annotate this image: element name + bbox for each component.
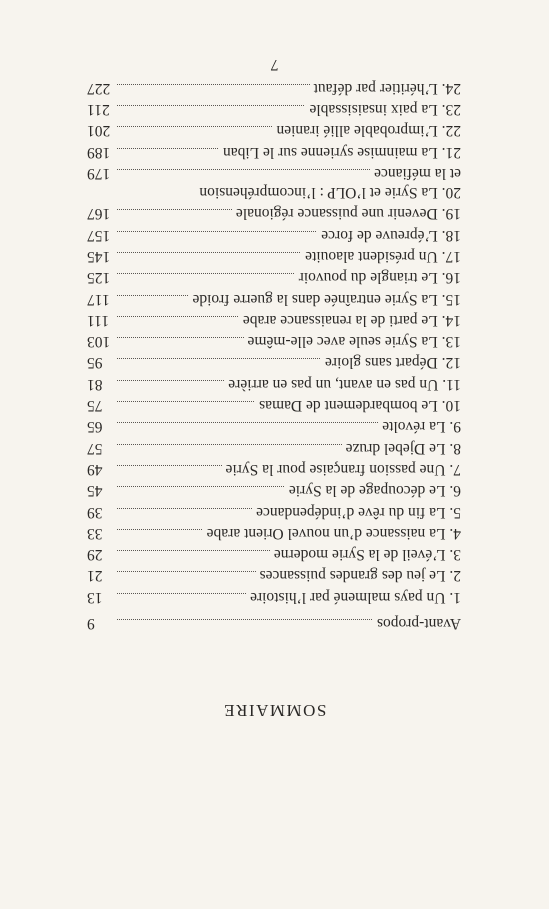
toc-entry bbox=[87, 352, 461, 373]
toc-entry-page-number: 39 bbox=[87, 503, 103, 521]
toc-entry-label: 17. Un président alaouite bbox=[301, 247, 461, 265]
toc-entry-page-number: 157 bbox=[87, 226, 111, 244]
toc-entry bbox=[87, 267, 461, 288]
toc-entry-page-number: 211 bbox=[87, 101, 110, 119]
toc-entry bbox=[87, 437, 461, 458]
toc-entry-page-number: 49 bbox=[87, 460, 103, 478]
toc-entry-label: Avant-propos bbox=[373, 614, 461, 632]
toc-entry-label: 7. Une passion française pour la Syrie bbox=[222, 460, 461, 478]
toc-entry-page-number: 145 bbox=[87, 247, 111, 265]
toc-entry-label: 10. Le bombardement de Damas bbox=[255, 396, 461, 414]
toc-entry bbox=[87, 288, 461, 309]
toc-entry-label: 16. Le triangle du pouvoir bbox=[295, 268, 461, 286]
toc-entry-page-number: 117 bbox=[87, 290, 110, 308]
toc-entry bbox=[87, 395, 461, 416]
toc-entry bbox=[87, 78, 461, 99]
toc-entry-page-number: 29 bbox=[87, 546, 103, 564]
toc-entry-page-number: 13 bbox=[87, 588, 103, 606]
toc-entry-label: 13. La Syrie seule avec elle-même bbox=[244, 332, 461, 350]
toc-entry-label: 1. Un pays malmené par l’histoire bbox=[246, 588, 461, 606]
toc-entry bbox=[87, 523, 461, 544]
toc-entry-page-number: 45 bbox=[87, 482, 103, 500]
toc-entry bbox=[87, 501, 461, 522]
table-of-contents bbox=[87, 78, 461, 660]
toc-entry bbox=[87, 373, 461, 394]
page-number: 7 bbox=[270, 56, 279, 73]
toc-entry-page-number: 179 bbox=[87, 165, 111, 183]
toc-entry bbox=[87, 331, 461, 352]
toc-entry bbox=[87, 224, 461, 245]
toc-entry-label: 8. Le Djebel druze bbox=[342, 439, 461, 457]
toc-entry-label: 9. La révolte bbox=[378, 417, 461, 435]
toc-entry bbox=[87, 310, 461, 331]
toc-entry-label: 21. La mainmise syrienne sur le Liban bbox=[219, 143, 461, 161]
toc-entry-label: 3. L’éveil de la Syrie moderne bbox=[270, 545, 461, 563]
toc-entry-page-number: 75 bbox=[87, 397, 103, 415]
toc-entry bbox=[87, 586, 461, 607]
toc-entry-label: 12. Départ sans gloire bbox=[321, 353, 461, 371]
toc-entry bbox=[87, 203, 461, 224]
toc-entry-label: 22. L’improbable allié iranien bbox=[272, 121, 461, 139]
toc-entry-page-number: 189 bbox=[87, 143, 111, 161]
toc-entry-label: 4. La naissance d’un nouvel Orient arabe bbox=[203, 524, 461, 542]
toc-entry-page-number: 9 bbox=[87, 615, 95, 632]
toc-entry bbox=[87, 416, 461, 437]
toc-entry-label: 23. La paix insaisissable bbox=[305, 100, 461, 118]
toc-entry bbox=[87, 565, 461, 586]
toc-entry-page-number: 65 bbox=[87, 418, 103, 436]
toc-entry-label: 18. L’épreuve de force bbox=[317, 226, 461, 244]
toc-entry-page-number: 81 bbox=[87, 375, 103, 393]
toc-entry-label: 20. La Syrie et l’OLP : l’incompréhension bbox=[195, 183, 461, 201]
toc-entry bbox=[87, 246, 461, 267]
toc-entry-label: 19. Devenir une puissance régionale bbox=[232, 204, 461, 222]
page-title: SOMMAIRE bbox=[222, 701, 327, 720]
toc-entry-page-number: 167 bbox=[87, 205, 111, 223]
toc-entry-page-number: 95 bbox=[87, 354, 103, 372]
toc-entry-page-number: 21 bbox=[87, 567, 103, 585]
toc-entry-page-number: 111 bbox=[87, 311, 110, 329]
toc-entry bbox=[87, 459, 461, 480]
toc-entry bbox=[87, 544, 461, 565]
toc-entry bbox=[87, 163, 461, 184]
toc-entry-label: 14. Le parti de la renaissance arabe bbox=[239, 311, 461, 329]
toc-entry-label: 6. Le découpage de la Syrie bbox=[285, 481, 461, 499]
toc-entry bbox=[87, 184, 461, 203]
toc-entry-label: et la méfiance bbox=[370, 164, 461, 182]
toc-entry-page-number: 227 bbox=[87, 79, 111, 97]
toc-entry-label: 15. La Syrie entraînée dans la guerre froide bbox=[188, 290, 461, 308]
toc-entry-page-number: 33 bbox=[87, 524, 103, 542]
toc-entry-label: 24. L’héritier par défaut bbox=[310, 79, 461, 97]
toc-entry-page-number: 103 bbox=[87, 333, 111, 351]
toc-entry-label: 2. Le jeu des grandes puissances bbox=[256, 566, 461, 584]
toc-entry-page-number: 57 bbox=[87, 439, 103, 457]
toc-entry bbox=[87, 613, 461, 634]
toc-entry-label: 5. La fin du rêve d’indépendance bbox=[252, 503, 461, 521]
toc-entry-label: 11. Un pas en avant, un pas en arrière bbox=[224, 375, 461, 393]
toc-entry bbox=[87, 120, 461, 141]
toc-entry-page-number: 201 bbox=[87, 122, 111, 140]
toc-entry-page-number: 125 bbox=[87, 269, 111, 287]
toc-entry bbox=[87, 480, 461, 501]
toc-entry bbox=[87, 99, 461, 120]
toc-entry bbox=[87, 141, 461, 162]
